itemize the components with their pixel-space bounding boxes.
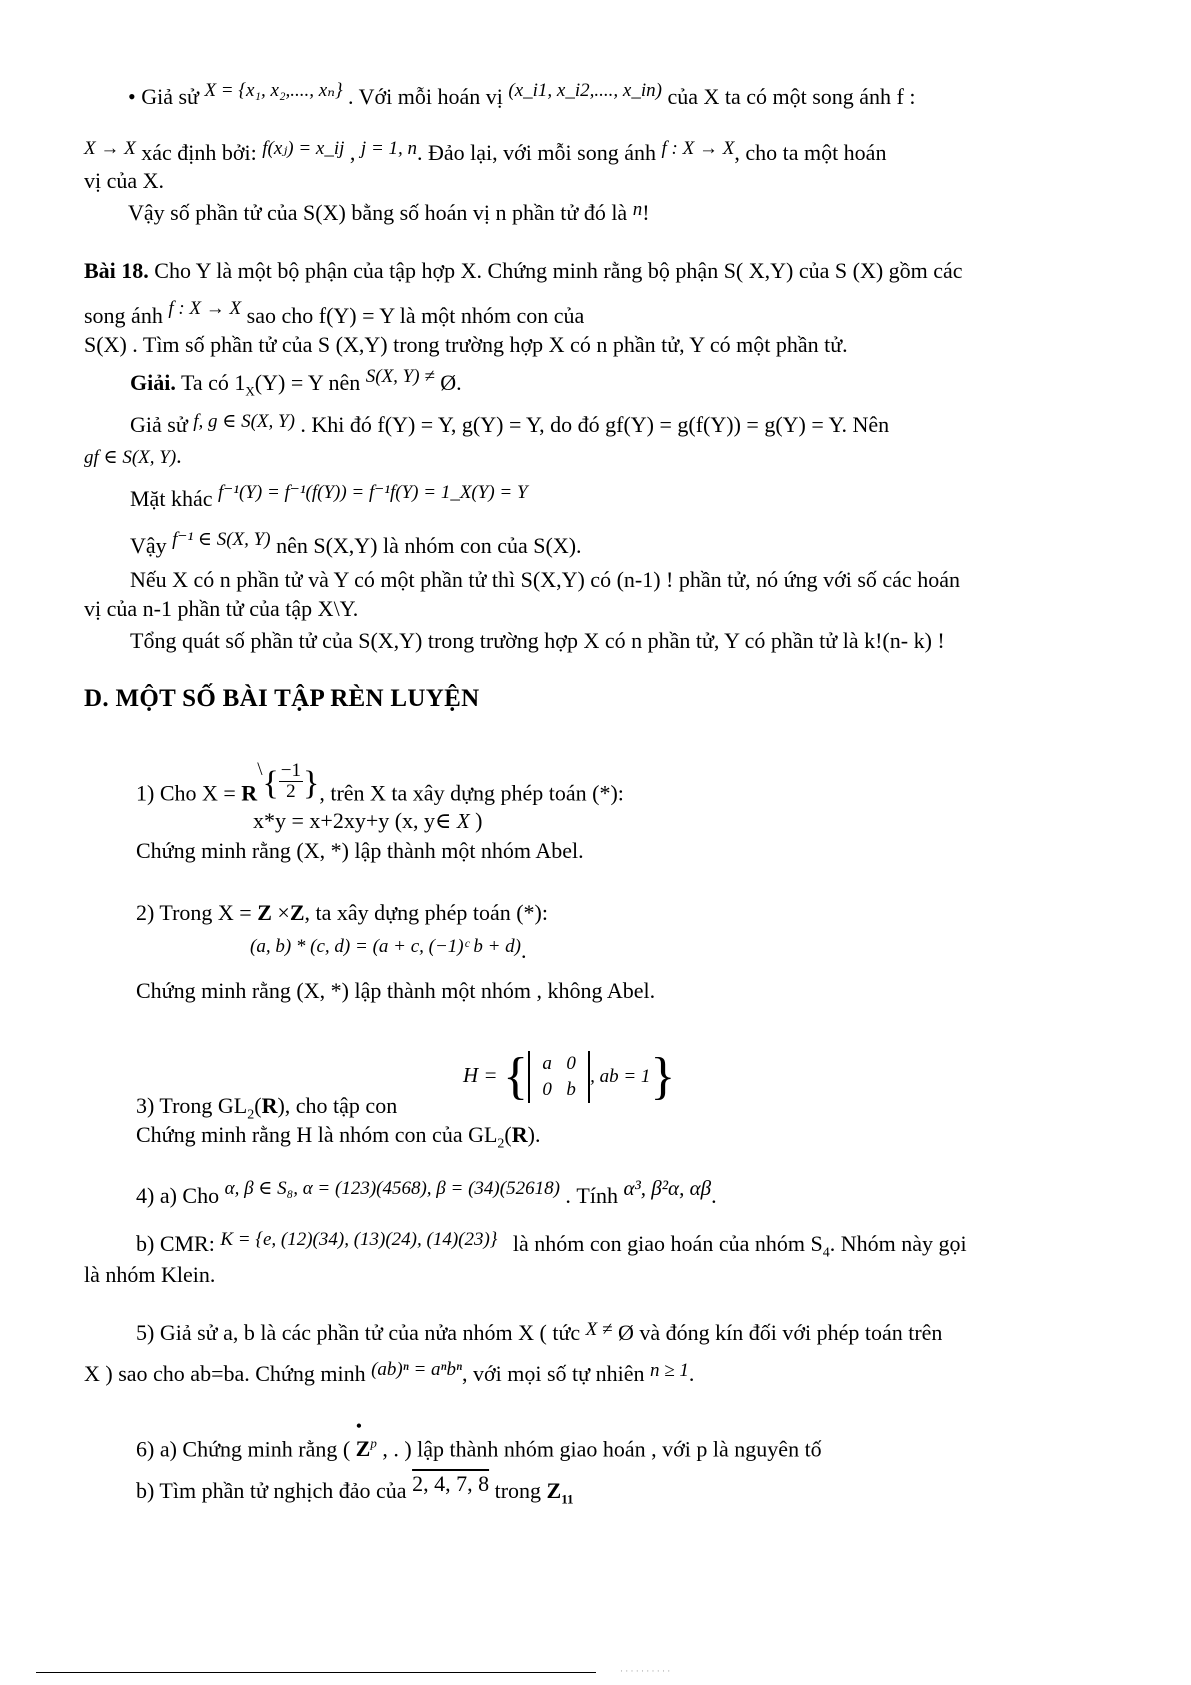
ex5-line-1: 5) Giả sử a, b là các phần tử của nửa nhóm X ( tức X ≠ Ø và đóng kín đối với phép toán trên: [136, 1319, 943, 1345]
solution-label: Giải.: [130, 370, 176, 395]
bai18-solution-line: Giải. Ta có $1_X(Y) = Y$ nên S(X, Y) ≠ Ø.: [130, 366, 462, 399]
bai18-label: Bài 18.: [84, 258, 149, 283]
bai18-suppose-cont: gf ∈ S(X, Y).: [84, 443, 182, 468]
ex4-part-b: b) CMR: K = {e, (12)(34), (13)(24), (14)(23)} là nhóm con giao hoán của nhóm $S_4$. Nhóm này gọi: [136, 1229, 967, 1261]
ex2-operation: (a, b) * (c, d) = (a + c, (−1)ᶜ b + d).: [250, 936, 527, 963]
bai18-other-hand: Mặt khác f⁻¹(Y) = f⁻¹(f(Y)) = f⁻¹f(Y) = 1_X(Y) = Y: [130, 482, 528, 511]
ex4-part-a: 4) a) Cho α, β ∈ S₈, α = (123)(4568), β = (34)(52618) . Tính α³, β²α, αβ.: [136, 1176, 717, 1208]
section-d-title: D. MỘT SỐ BÀI TẬP RÈN LUYỆN: [84, 685, 480, 712]
footer-dots: · · · · · · · · · ·: [620, 1666, 671, 1676]
footer-rule: [36, 1672, 596, 1673]
ex1-prove: Chứng minh rằng (X, *) lập thành một nhóm Abel.: [136, 838, 584, 863]
bai18-conclusion: Vậy f⁻¹ ∈ S(X, Y) nên S(X,Y) là nhóm con của S(X).: [130, 529, 582, 558]
intro-line-3: vị của X.: [84, 168, 165, 193]
ex6-part-b: b) Tìm phần tử nghịch đảo của 2, 4, 7, 8 trong $Z_{11}$: [136, 1471, 574, 1507]
ex3-set-H: H = { a 0 0 b, ab = 1}: [463, 1047, 676, 1105]
ex3-line-1: 3) Trong $GL_2(R)$, cho tập con: [136, 1093, 398, 1123]
ex5-line-2: X ) sao cho ab=ba. Chứng minh (ab)ⁿ = aⁿbⁿ, với mọi số tự nhiên n ≥ 1.: [84, 1359, 695, 1386]
bai18-line-2: song ánh f : X → X sao cho f(Y) = Y là một nhóm con của: [84, 298, 585, 328]
bai18-count-line-1: Nếu X có n phần tử và Y có một phần tử thì S(X,Y) có (n-1) ! phần tử, nó ứng với số các hoán: [130, 567, 960, 592]
intro-line-1: • Giả sử X = {x₁, x₂,...., xₙ} . Với mỗi hoán vị (x_i1, x_i2,...., x_in) của X ta có một song ánh f :: [128, 80, 916, 109]
ex2-line-1: 2) Trong X = Z ×Z, ta xây dựng phép toán (*):: [136, 900, 548, 925]
intro-line-4: Vậy số phần tử của S(X) bằng số hoán vị n phần tử đó là n!: [128, 199, 650, 225]
bai18-line-3: S(X) . Tìm số phần tử của S (X,Y) trong trường hợp X có n phần tử, Y có một phần tử.: [84, 332, 848, 357]
ex6-part-a: 6) a) Chứng minh rằng ( Z • $^p$ , . ) lập thành nhóm giao hoán , với p là nguyên tố: [136, 1418, 822, 1462]
intro-line-2: X → X xác định bởi: f(xⱼ) = x_ij , j = 1, n. Đảo lại, với mỗi song ánh f : X → X, cho ta một hoán: [84, 138, 887, 165]
ex2-prove: Chứng minh rằng (X, *) lập thành một nhóm , không Abel.: [136, 978, 656, 1003]
ex3-prove: Chứng minh rằng H là nhóm con của $GL_2(R)$.: [136, 1122, 541, 1152]
ex1-line-1: 1) Cho X = R\{ $\frac{-1}{2}$ }, trên X ta xây dựng phép toán (*):: [136, 758, 624, 806]
bai18-general: Tổng quát số phần tử của S(X,Y) trong trường hợp X có n phần tử, Y có phần tử là k!(n- k) !: [130, 628, 945, 653]
ex4-klein: là nhóm Klein.: [84, 1262, 216, 1287]
bai18-suppose-line: Giả sử f, g ∈ S(X, Y) . Khi đó f(Y) = Y, g(Y) = Y, do đó gf(Y) = g(f(Y)) = g(Y) = Y. Nên: [130, 411, 890, 437]
bai18-line-1: Bài 18. Cho Y là một bộ phận của tập hợp X. Chứng minh rằng bộ phận S( X,Y) của S (X) gồm các: [84, 258, 963, 283]
bai18-count-line-2: vị của n-1 phần tử của tập X\Y.: [84, 596, 359, 621]
ex1-operation: x*y = x+2xy+y (x, y∈ X ): [253, 808, 483, 833]
